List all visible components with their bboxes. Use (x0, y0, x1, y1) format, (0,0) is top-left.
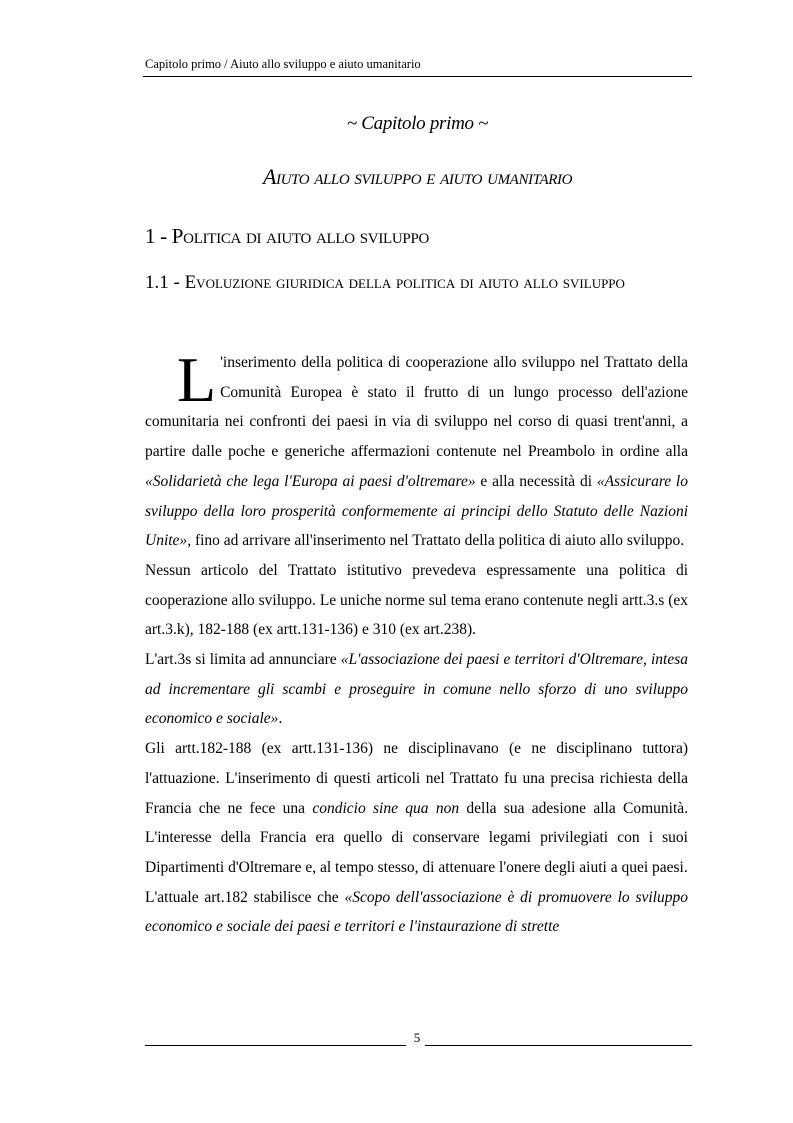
latin-phrase: condicio sine qua non (312, 799, 460, 817)
paragraph-1-text-c: , fino ad arrivare all'inserimento nel Trattato della politica di aiuto allo sviluppo. (187, 532, 685, 550)
paragraph-1 (145, 344, 688, 556)
paragraph-2: Nessun articolo del Trattato istitutivo prevedeva espressamente una politica di cooperazione allo sviluppo. Le uniche norme sul tema erano contenute negli artt.3.s (ex art.3.k), 182-188 (ex artt.131-136) e 310 (ex art.238). (145, 561, 688, 639)
paragraph-3-text-a: L'art.3s si limita ad annunciare (145, 651, 341, 669)
section-heading-1: 1 - Politica di aiuto allo sviluppo (145, 224, 430, 248)
paragraph-1-text-b: e alla necessità di (475, 472, 597, 490)
paragraph-1-text-a: 'inserimento della politica di cooperazione allo sviluppo nel Trattato della Comunità Europea è stato il frutto di un lungo processo dell'azione comunitaria nei confronti dei paesi in via di sviluppo nel corso di quasi trent'anni, a partire dalle poche e generiche affermazioni contenute nel Preambolo in ordine alla (145, 354, 688, 461)
page-footer (145, 1030, 692, 1047)
paragraph-4-text-a: Gli artt.182-188 (ex artt.131-136) ne disciplinavano (e ne disciplinano tuttora) l'attuazione. L'inserimento di questi articoli nel Trattato fu una precisa richiesta della Francia che ne fece una (145, 740, 688, 817)
footer-rule-right (425, 1045, 692, 1046)
quote-prosperita: «Assicurare lo sviluppo della loro prosperità conformemente ai principi dello Statuto delle Nazioni Unite» (145, 472, 688, 550)
chapter-title: Aiuto allo sviluppo e aiuto umanitario (262, 164, 573, 189)
running-header: Capitolo primo / Aiuto allo sviluppo e aiuto umanitario (145, 57, 421, 71)
paragraph-5 (145, 883, 688, 942)
quote-associazione: «L'associazione dei paesi e territori d'Oltremare, intesa ad incrementare gli scambi e proseguire in comune nello sforzo di uno sviluppo economico e sociale» (145, 651, 688, 728)
header-rule (143, 76, 692, 77)
chapter-label: ~ Capitolo primo ~ (346, 113, 489, 134)
quote-solidarieta: «Solidarietà che lega l'Europa ai paesi d'oltremare» (145, 472, 476, 490)
drop-cap: L (177, 344, 217, 415)
paragraph-4-text-b: della sua adesione alla Comunità. L'interesse della Francia era quello di conservare legami privilegiati con i suoi Dipartimenti d'Oltremare e, al tempo stesso, di attenuare l'onere degli aiuti a quei paesi. (145, 799, 689, 876)
paragraph-3-text-b: . (278, 710, 283, 728)
footer-rule-left (145, 1045, 406, 1046)
paragraph-5-text-a: L'attuale art.182 stabilisce che (145, 888, 345, 906)
paragraph-4 (145, 734, 688, 883)
paragraph-3 (145, 645, 688, 734)
section-heading-1-1: 1.1 - Evoluzione giuridica della politica di aiuto allo sviluppo (145, 272, 625, 293)
body-text (145, 344, 689, 942)
quote-scopo: «Scopo dell'associazione è di promuovere lo sviluppo economico e sociale dei paesi e territori e l'instaurazione di strette (145, 888, 688, 936)
page-number: 5 (413, 1030, 421, 1045)
